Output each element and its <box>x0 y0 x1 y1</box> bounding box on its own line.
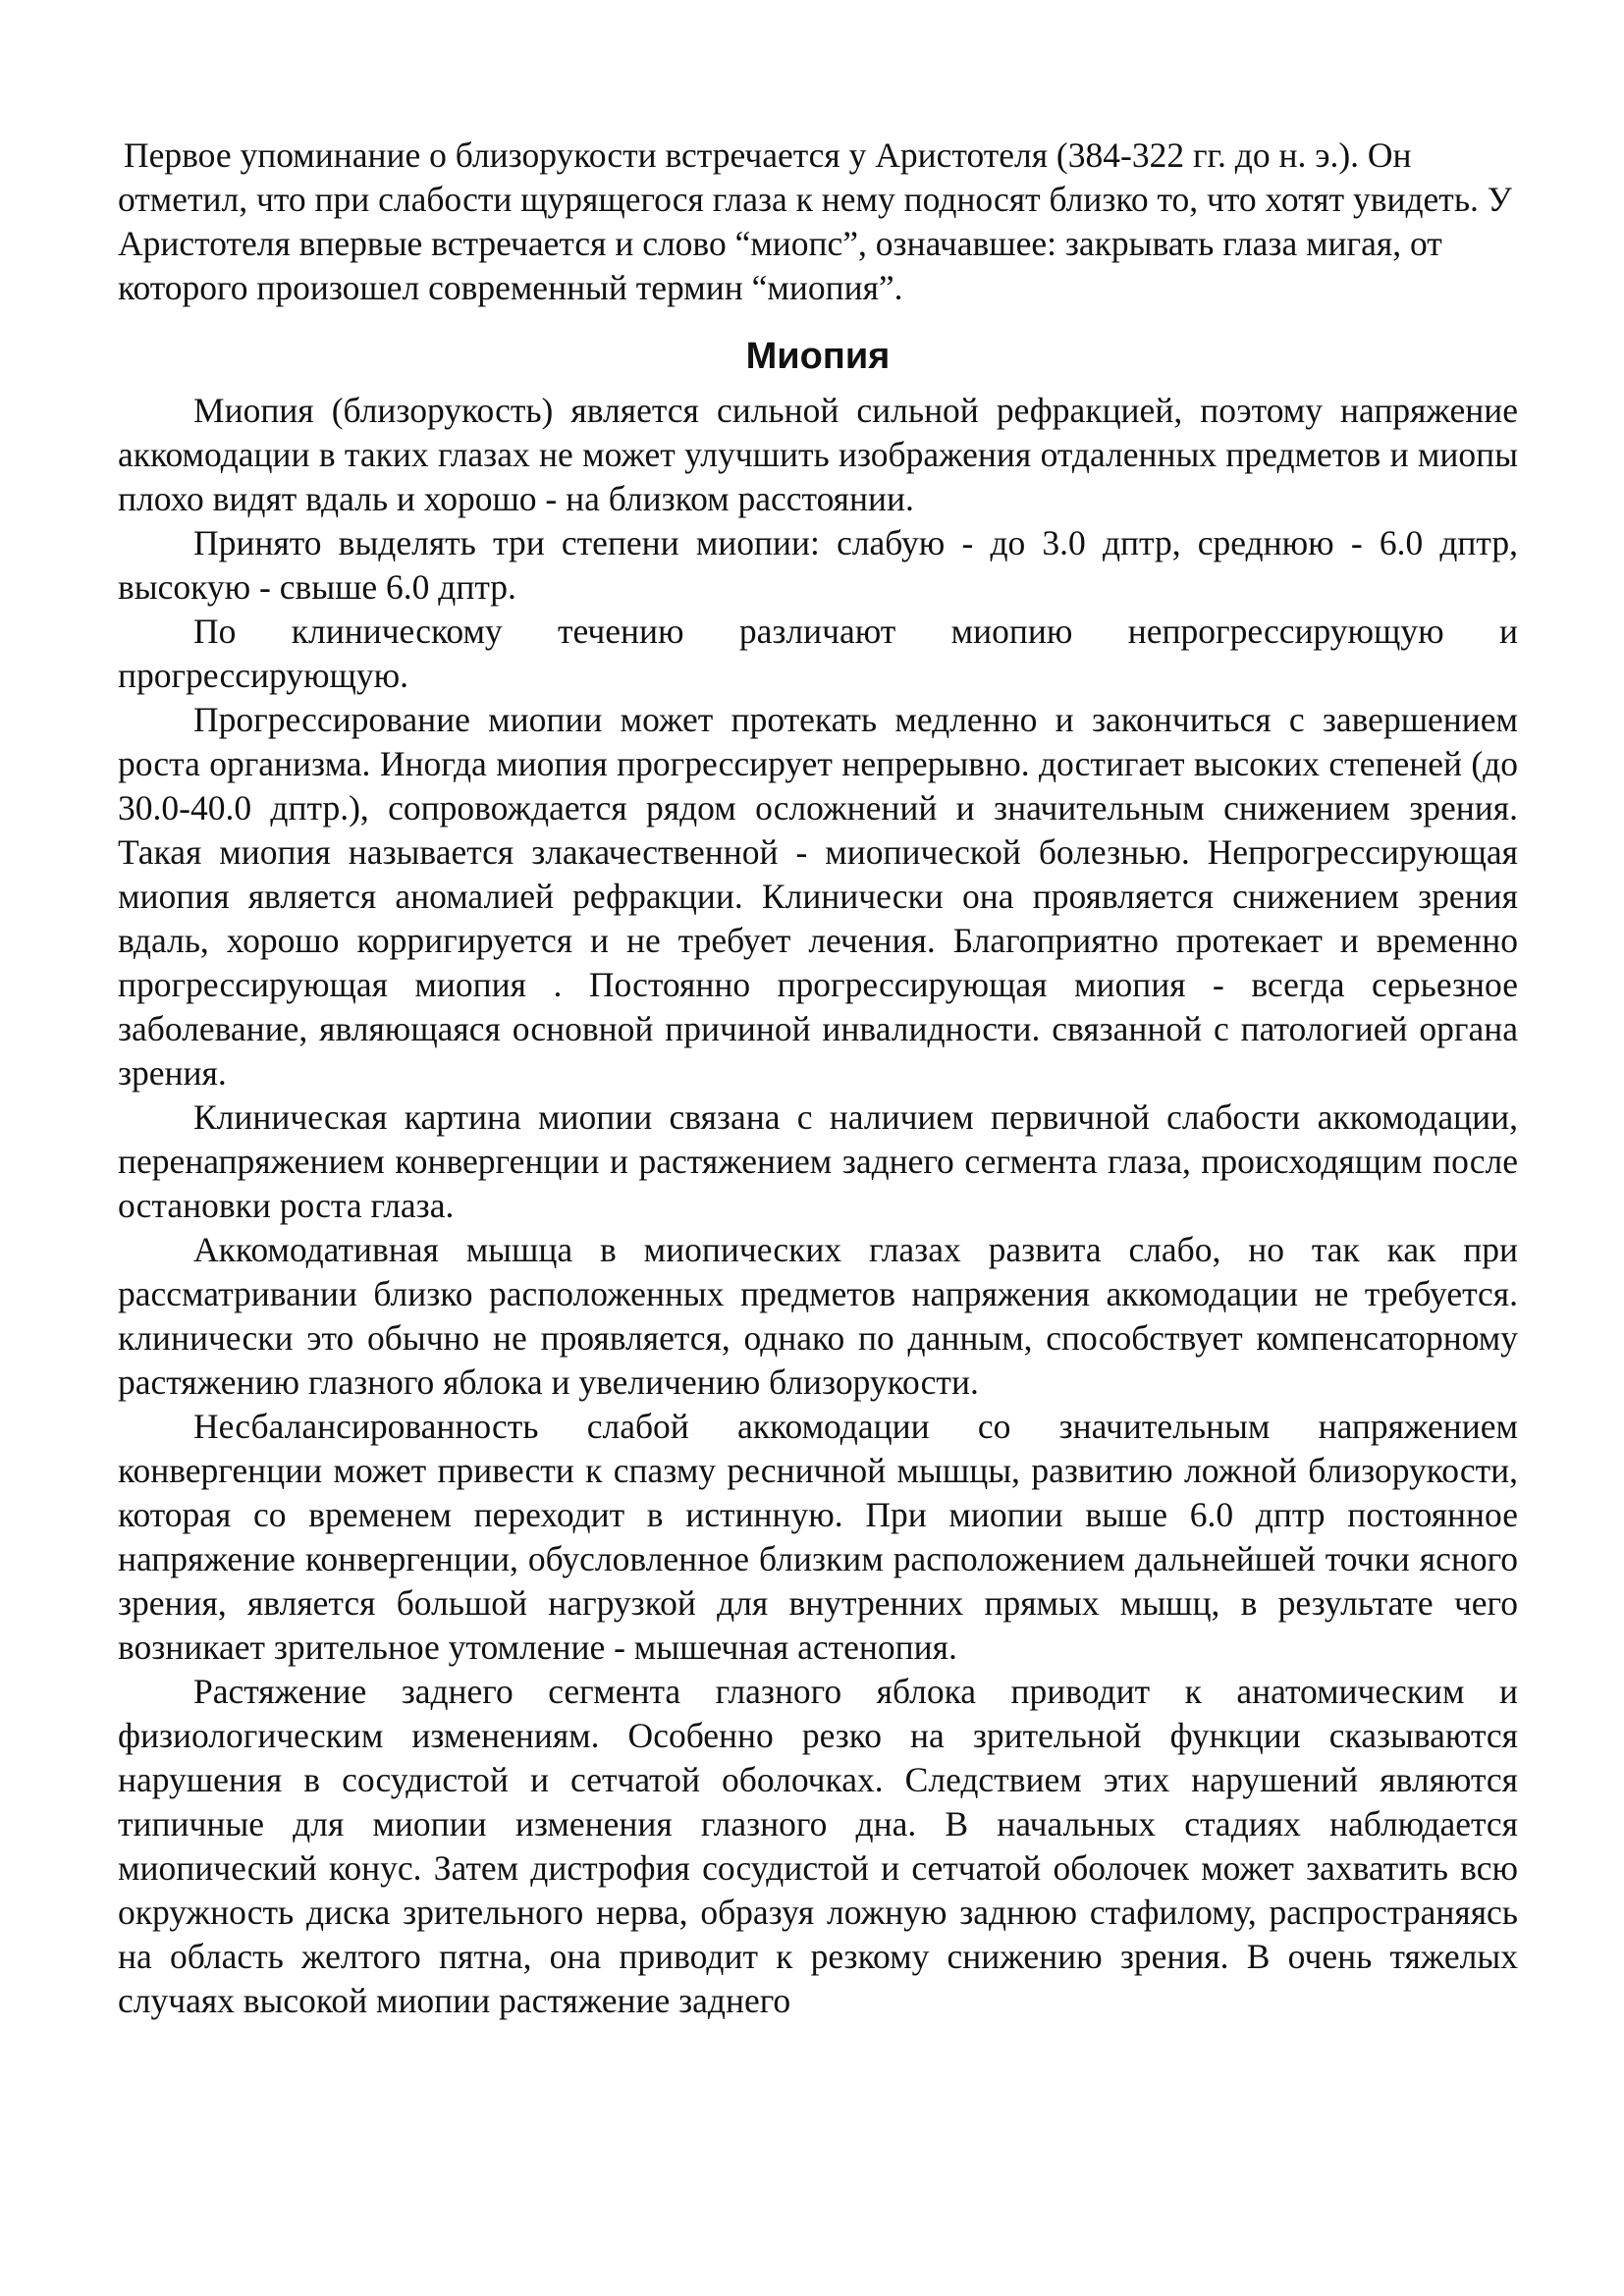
paragraph-clinical-picture: Клиническая картина миопии связана с наличием первичной слабости аккомодации, перенапряжением конвергенции и растяжением заднего сегмента глаза, происходящим после остановки роста глаза. <box>118 1097 1518 1225</box>
paragraph-accommodative-muscle: Аккомодативная мышца в миопических глазах развита слабо, но так как при рассматривании близко расположенных предметов напряжения аккомодации не требуется. клинически это обычно не проявляется, однако по данным, способствует компенсаторному растяжению глазного яблока и увеличению близорукости. <box>118 1230 1518 1402</box>
document-page <box>118 133 1518 2023</box>
section-heading: Миопия <box>745 336 891 377</box>
paragraph-degrees: Принято выделять три степени миопии: слабую - до 3.0 дптр, среднюю - 6.0 дптр, высокую - свыше 6.0 дптр. <box>118 523 1518 607</box>
paragraph-definition: Миопия (близорукость) является сильной сильной рефракцией, поэтому напряжение аккомодации в таких глазах не может улучшить изображения отдаленных предметов и миопы плохо видят вдаль и хорошо - на близком расстоянии. <box>118 391 1518 518</box>
paragraph-posterior-segment: Растяжение заднего сегмента глазного яблока приводит к анатомическим и физиологическим изменениям. Особенно резко на зрительной функции сказываются нарушения в сосудистой и сетчатой оболочках. Следствием этих нарушений являются типичные для миопии изменения глазного дна. В начальных стадиях наблюдается миопический конус. Затем дистрофия сосудистой и сетчатой оболочек может захватить всю окружность диска зрительного нерва, образуя ложную заднюю стафилому, распространяясь на область желтого пятна, она приводит к резкому снижению зрения. В очень тяжелых случаях высокой миопии растяжение заднего <box>118 1672 1518 2020</box>
paragraph-imbalance: Несбалансированность слабой аккомодации со значительным напряжением конвергенции может привести к спазму ресничной мышцы, развитию ложной близорукости, которая со временем переходит в истинную. При миопии выше 6.0 дптр постоянное напряжение конвергенции, обусловленное близким расположением дальнейшей точки ясного зрения, является большой нагрузкой для внутренних прямых мышц, в результате чего возникает зрительное утомление - мышечная астенопия. <box>118 1407 1518 1667</box>
paragraph-clinical-course: По клиническому течению различают миопию непрогрессирующую и прогрессирующую. <box>118 612 1518 695</box>
intro-paragraph: Первое упоминание о близорукости встречается у Аристотеля (384-322 гг. до н. э.). Он отметил, что при слабости щурящегося глаза к нему подносят близко то, что хотят увидеть. У Аристотеля впервые встречается и слово “миопс”, означавшее: закрывать глаза мигая, от которого произошел современный термин “миопия”. <box>118 135 1512 307</box>
paragraph-progression: Прогрессирование миопии может протекать медленно и закончиться с завершением роста организма. Иногда миопия прогрессирует непрерывно. достигает высоких степеней (до 30.0-40.0 дптр.), сопровождается рядом осложнений и значительным снижением зрения. Такая миопия называется злакачественной - миопической болезнью. Непрогрессирующая миопия является аномалией рефракции. Клинически она проявляется снижением зрения вдаль, хорошо корригируется и не требует лечения. Благоприятно протекает и временно прогрессирующая миопия . Постоянно прогрессирующая миопия - всегда серьезное заболевание, являющаяся основной причиной инвалидности. связанной с патологией органа зрения. <box>118 700 1518 1093</box>
